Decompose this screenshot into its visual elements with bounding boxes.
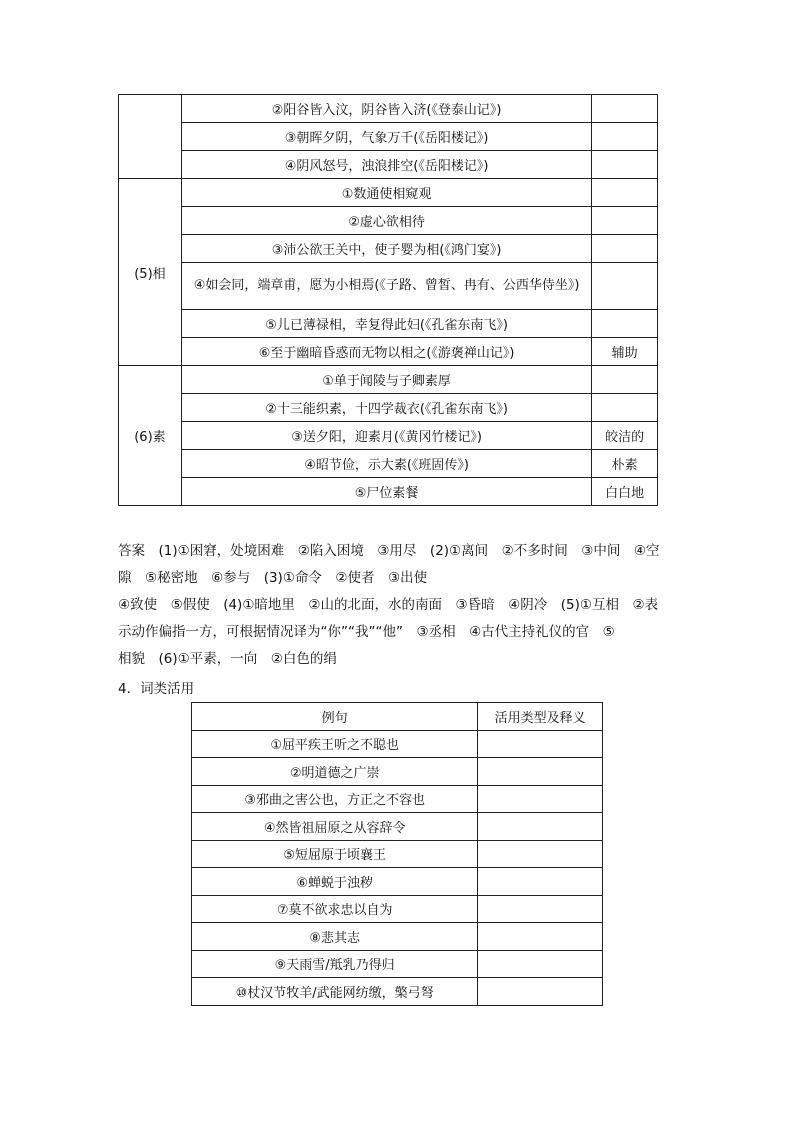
table-row [192, 813, 603, 841]
type-cell [478, 785, 603, 813]
type-cell [478, 895, 603, 923]
meaning-cell [592, 95, 658, 123]
column-header-type: 活用类型及释义 [478, 703, 603, 731]
example-cell: ①屈平疾王听之不聪也 [192, 730, 478, 758]
word-cell [119, 95, 182, 179]
meaning-cell [592, 123, 658, 151]
sentence-cell: ④昭节俭，示大素(《班固传》) [181, 450, 591, 478]
meaning-cell: 白白地 [592, 478, 658, 506]
meaning-cell [592, 235, 658, 263]
sentence-cell: ①单于闻陵与子卿素厚 [181, 366, 591, 394]
section-heading: 4．词类活用 [118, 681, 195, 697]
table-row [192, 785, 603, 813]
meaning-cell: 辅助 [592, 338, 658, 366]
sentence-cell: ②阳谷皆入汶，阴谷皆入济(《登泰山记》) [181, 95, 591, 123]
example-cell: ⑩杖汉节牧羊/武能网纺缴，檠弓弩 [192, 978, 478, 1006]
answer-line: 答案 (1)①困窘，处境困难 ②陷入困境 ③用尽 (2)①离间 ②不多时间 ③中间 ④空 [118, 543, 660, 559]
example-cell: ④然皆祖屈原之从容辞令 [192, 813, 478, 841]
table-row [119, 450, 658, 478]
answer-line: 示动作偏指一方，可根据情况译为“你”“我”“他” ③丞相 ④古代主持礼仪的官 ⑤ [118, 624, 615, 640]
sentence-cell: ②十三能织素，十四学裁衣(《孔雀东南飞》) [181, 394, 591, 422]
table-row [119, 338, 658, 366]
sentence-cell: ④如会同，端章甫，愿为小相焉(《子路、曾皙、冉有、公西华侍坐》) [181, 263, 591, 310]
example-cell: ⑥蝉蜕于浊秽 [192, 868, 478, 896]
table-row [119, 394, 658, 422]
table-row [192, 758, 603, 786]
table-row [192, 950, 603, 978]
meaning-cell [592, 263, 658, 310]
table-row [192, 923, 603, 951]
answer-line: ④致使 ⑤假使 (4)①暗地里 ②山的北面，水的南面 ③昏暗 ④阴冷 (5)①互相 ②表 [118, 597, 659, 613]
answer-paragraph [118, 538, 678, 673]
sentence-cell: ⑤尸位素餐 [181, 478, 591, 506]
sentence-cell: ①数通使相窥观 [181, 179, 591, 207]
sentence-cell: ③沛公欲王关中，使子婴为相(《鸿门宴》) [181, 235, 591, 263]
type-cell [478, 730, 603, 758]
table-row [192, 895, 603, 923]
type-cell [478, 923, 603, 951]
sentence-cell: ⑥至于幽暗昏惑而无物以相之(《游褒禅山记》) [181, 338, 591, 366]
example-cell: ⑨天雨雪/羝乳乃得归 [192, 950, 478, 978]
table-row [119, 310, 658, 338]
word-class-table [191, 702, 603, 1006]
sentence-cell: ⑤儿已薄禄相，幸复得此妇(《孔雀东南飞》) [181, 310, 591, 338]
table-row [119, 179, 658, 207]
sentence-cell: ③送夕阳，迎素月(《黄冈竹楼记》) [181, 422, 591, 450]
table-row [119, 263, 658, 310]
type-cell [478, 950, 603, 978]
meaning-cell: 皎洁的 [592, 422, 658, 450]
table-row [119, 478, 658, 506]
sentence-cell: ②虚心欲相待 [181, 207, 591, 235]
type-cell [478, 868, 603, 896]
type-cell [478, 978, 603, 1006]
sentence-cell: ③朝晖夕阴，气象万千(《岳阳楼记》) [181, 123, 591, 151]
meaning-cell [592, 310, 658, 338]
example-cell: ②明道德之广崇 [192, 758, 478, 786]
meaning-cell [592, 366, 658, 394]
word-cell: (6)素 [119, 366, 182, 506]
type-cell [478, 813, 603, 841]
meaning-cell [592, 394, 658, 422]
table-row [192, 978, 603, 1006]
table-row [119, 123, 658, 151]
meaning-cell: 朴素 [592, 450, 658, 478]
answer-line: 相貌 (6)①平素，一向 ②白色的绢 [118, 651, 337, 667]
table-row [119, 422, 658, 450]
meaning-cell [592, 207, 658, 235]
table-row [119, 95, 658, 123]
example-cell: ⑧悲其志 [192, 923, 478, 951]
table-row [119, 366, 658, 394]
table-row [192, 868, 603, 896]
table-row [192, 840, 603, 868]
table-header-row [192, 703, 603, 731]
type-cell [478, 758, 603, 786]
column-header-example: 例句 [192, 703, 478, 731]
table-row [119, 235, 658, 263]
meaning-cell [592, 179, 658, 207]
example-cell: ③邪曲之害公也，方正之不容也 [192, 785, 478, 813]
table-row [119, 207, 658, 235]
answer-line: 隙 ⑤秘密地 ⑥参与 (3)①命令 ②使者 ③出使 [118, 570, 428, 586]
vocabulary-table [118, 94, 658, 506]
meaning-cell [592, 151, 658, 179]
example-cell: ⑤短屈原于顷襄王 [192, 840, 478, 868]
example-cell: ⑦莫不欲求忠以自为 [192, 895, 478, 923]
sentence-cell: ④阴风怒号，浊浪排空(《岳阳楼记》) [181, 151, 591, 179]
table-row [192, 730, 603, 758]
word-cell: (5)相 [119, 179, 182, 366]
table-row [119, 151, 658, 179]
type-cell [478, 840, 603, 868]
